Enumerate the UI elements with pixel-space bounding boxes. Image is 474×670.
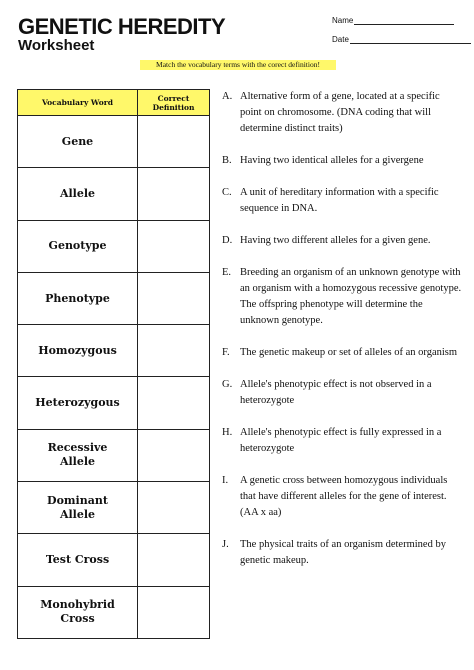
definition-item (222, 89, 462, 137)
definition-item (222, 537, 462, 569)
name-field[interactable] (332, 16, 454, 25)
answer-cell[interactable] (138, 220, 210, 272)
table-row (18, 429, 210, 481)
definition-letter: G. (222, 379, 233, 390)
vocab-word: Phenotype (18, 272, 138, 324)
date-line[interactable] (350, 36, 471, 44)
definition-list (222, 89, 462, 585)
definition-letter: E. (222, 267, 232, 278)
worksheet-subtitle: Worksheet (18, 37, 95, 54)
vocab-word: Genotype (18, 220, 138, 272)
answer-cell[interactable] (138, 168, 210, 220)
definition-letter: D. (222, 235, 233, 246)
name-label: Name (332, 16, 354, 25)
vocab-word: Test Cross (18, 534, 138, 586)
definition-item (222, 377, 462, 409)
definition-letter: C. (222, 187, 232, 198)
header-correct-definition: Correct Definition (138, 90, 210, 116)
table-row (18, 168, 210, 220)
definition-text: The physical traits of an organism determined by genetic makeup. (240, 539, 446, 566)
definition-item (222, 153, 462, 169)
definition-text: Having two identical alleles for a givergene (240, 155, 424, 166)
table-row (18, 482, 210, 534)
table-row (18, 586, 210, 638)
date-field[interactable] (332, 35, 471, 44)
vocab-word: Allele (18, 168, 138, 220)
definition-letter: I. (222, 475, 229, 486)
definition-text: A unit of hereditary information with a specific sequence in DNA. (240, 187, 439, 214)
definition-text: A genetic cross between homozygous individuals that have different alleles for the gene of interest. (AA x aa) (240, 475, 448, 518)
vocab-word: Dominant Allele (18, 482, 138, 534)
answer-cell[interactable] (138, 534, 210, 586)
date-label: Date (332, 35, 349, 44)
definition-item (222, 473, 462, 521)
definition-text: Allele's phenotypic effect is fully expressed in a heterozygote (240, 427, 442, 454)
definition-text: Breeding an organism of an unknown genotype with an organism with a homozygous recessive genotype. The offspring phenotype will determine the unknown genotype. (240, 267, 462, 326)
table-row (18, 325, 210, 377)
definition-item (222, 265, 462, 329)
vocab-word: Gene (18, 116, 138, 168)
name-line[interactable] (354, 17, 454, 25)
definition-text: The genetic makeup or set of alleles of an organism (240, 347, 458, 358)
answer-cell[interactable] (138, 429, 210, 481)
definition-text: Having two different alleles for a given gene. (240, 235, 431, 246)
table-header-row (18, 90, 210, 116)
header-vocabulary-word: Vocabulary Word (18, 90, 138, 116)
definition-text: Allele's phenotypic effect is not observed in a heterozygote (240, 379, 432, 406)
table-row (18, 272, 210, 324)
answer-cell[interactable] (138, 272, 210, 324)
definition-letter: H. (222, 427, 233, 438)
table-row (18, 220, 210, 272)
vocabulary-table (17, 89, 210, 639)
table-row (18, 534, 210, 586)
answer-cell[interactable] (138, 482, 210, 534)
vocab-word: Recessive Allele (18, 429, 138, 481)
answer-cell[interactable] (138, 116, 210, 168)
vocab-word: Heterozygous (18, 377, 138, 429)
instruction-banner: Match the vocabulary terms with the corect definition! (140, 60, 336, 70)
definition-letter: A. (222, 91, 233, 102)
vocab-word: Homozygous (18, 325, 138, 377)
answer-cell[interactable] (138, 586, 210, 638)
definition-item (222, 233, 462, 249)
vocab-word: Monohybrid Cross (18, 586, 138, 638)
definition-letter: J. (222, 539, 229, 550)
table-row (18, 377, 210, 429)
definition-item (222, 185, 462, 217)
definition-letter: F. (222, 347, 230, 358)
definition-text: Alternative form of a gene, located at a specific point on chromosome. (DNA coding that will determine distinct traits) (240, 91, 440, 134)
definition-item (222, 425, 462, 457)
table-row (18, 116, 210, 168)
definition-letter: B. (222, 155, 232, 166)
definition-item (222, 345, 462, 361)
answer-cell[interactable] (138, 325, 210, 377)
worksheet-title: GENETIC HEREDITY (18, 14, 226, 39)
answer-cell[interactable] (138, 377, 210, 429)
